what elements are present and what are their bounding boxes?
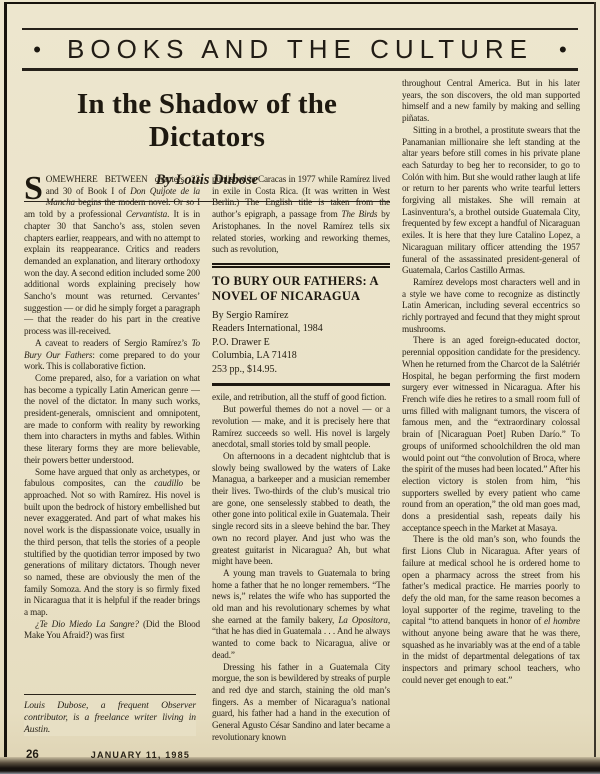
drop-cap: S bbox=[24, 174, 43, 207]
paragraph: A young man travels to Guatemala to bring home a father that he no longer remembers. “The news is,” relates the wife who has supported the old man and his revolutionary schemes by what she earned at the family bakery, La Opositora, “that he has died in Guatemala . . . And he always wanted to come back to Nicaragua, alive or dead.” bbox=[212, 567, 390, 660]
issue-date: JANUARY 11, 1985 bbox=[90, 750, 191, 760]
book-details bbox=[212, 309, 390, 377]
bullet-icon: • bbox=[559, 36, 567, 62]
paragraph: exile, and retribution, all the stuff of good fiction. bbox=[212, 392, 387, 403]
column-3 bbox=[402, 78, 580, 746]
section-header bbox=[22, 30, 578, 68]
page-number: 26 bbox=[26, 749, 39, 761]
scan-edge-top bbox=[4, 2, 595, 4]
book-title: TO BURY OUR FATHERS: A NOVEL OF NICARAGUA bbox=[212, 273, 379, 303]
book-publisher: Readers International, 1984 bbox=[212, 323, 323, 335]
paragraph: A caveat to readers of Sergio Ramírez’s To Bury Our Fathers: come prepared to do your work. This is collaborative fiction. bbox=[24, 337, 200, 372]
scan-edge-left bbox=[4, 2, 7, 758]
section-header-band bbox=[22, 28, 578, 71]
paragraph: There is an aged foreign-educated doctor, perennial opposition candidate for the presidency. When he returned from the Charcot de la Salétriér Hospital, he began performing the first modern surgery ever witnessed in Nicaragua. After his French wife dies he retires to a small room full of urns filled with malignant tumors, the viscera of famous men, and the “extraordinary colossal brain of [Nicaraguan Poet] Ruben Darío.” To groups of uniformed schoolchildren the old man would point out “the convolution of Broca, where the spirit of the muses had been located.” After his election victory is stolen from him, “his supporters swelled by every patient who came round from an operation,” the old man goes mad, dons a presidential sash, repeats daily his acceptance speech in the Market at Masaya. bbox=[402, 335, 580, 533]
book-author: By Sergio Ramírez bbox=[212, 309, 289, 321]
book-info-box bbox=[212, 263, 390, 387]
paragraph: Ramírez develops most characters well and in a style we have come to recognize as distinctly Latin American, including several eccentrics so richly portrayed and fecund that they might sprout mushrooms. bbox=[402, 276, 580, 334]
paragraph: Sitting in a brothel, a prostitute swears that the Panamanian millionaire she left standing at the altar years before still comes in his private plane each Saturday to beg her to reconsider, to go to Colón with him. But she would rather laugh at life or return to her parents who write tearful letters forgiving all mistakes. She will remain at Lasinventura’s, a brothel outside Guatemala City, frequented by few except a handful of Nicaraguan exiles. It is here that they lure Catalino Lopez, a Nicaraguan military officer attending the 1957 funeral of the assassinated president-general of Guatemala, Carlos Castillo Armas. bbox=[402, 124, 580, 276]
paragraph: throughout Central America. But in his later years, the son discovers, the old man supported himself and a new family by making and selling piñatas. bbox=[402, 78, 580, 124]
paragraph: Come prepared, also, for a variation on what has become a typically Latin American genre — the novel of the dictator. In many such works, president-generals, omniscient and omnipotent, are made to conform with reality by reworking them into characters in myths and fables. Within these literary forms they are more believable, their powers better understood. bbox=[24, 372, 200, 465]
paragraph: On afternoons in a decadent nightclub that is slowly being swallowed by the waters of Lake Managua, a barkeeper and a musician remember their lives. Two-thirds of the club’s musical trio are gone, one senselessly stabbed to death, the other gone into political exile in Guatemala. Their single record sits in a sleeve behind the bar. They own no record player. And just who was the greatest guitarist in Nicaragua? Ah, but what might have been. bbox=[212, 450, 390, 567]
column-1 bbox=[24, 174, 200, 690]
lead-paragraph bbox=[24, 174, 200, 338]
book-address-2: Columbia, LA 71418 bbox=[212, 350, 297, 362]
book-price: 253 pp., $14.95. bbox=[212, 363, 277, 375]
paragraph: Some have argued that only as archetypes, or fabulous composites, can the caudillo be approached. Not so with Ramírez. His novel is built upon the bedrock of history embellished but never exaggerated. And part of what makes his novel work is the dispassionate voice, usually in the third person, that tells the stories of a people stultified by the quotidian terror imposed by two generations of military dictators. Though never so named, these are obviously the men of the family Somoza. And the story is so firmly fixed in Nicaragua that it is helpful if the reader brings a map. bbox=[24, 466, 200, 618]
paragraph: Dressing his father in a Guatemala City morgue, the son is bewildered by streaks of purple and red dye and starch, staining the old man’s fingers. As a member of Nicaragua’s national guard, his father had a hand in the execution of General Agusto César Sandino and later became a revolutionary known bbox=[212, 661, 390, 742]
lead-paragraph-text: OMEWHERE BETWEEN chapters 23 and 30 of Book I of Don Quijote de la Mancha begins the modern novel. Or so I am told by a professional Cervantista. It is in chapter 30 that Sancho’s ass, stolen seven chapters earlier, reappears, and with no attempt to explain its reappearance. Critics and readers demanded an explanation, and literary orthodoxy won the day. A second edition included some 200 additional words explaining precisely how Sancho’s mount was returned. Cervantes’ suggestion — or did he simply forget a paragraph — that the reader do his part in the creative process was ill-received. bbox=[24, 174, 200, 337]
column-2 bbox=[212, 174, 390, 746]
bullet-icon: • bbox=[33, 36, 41, 62]
paragraph: There is the old man’s son, who founds the first Lions Club in Nicaragua. After years of failure at medical school he is ordered home to open a pharmacy across the street from his father’s medical practice. He marries poorly to defy the old man, for the same reason becomes a loyal supporter of the regime, traveling to the capital “to attend banquets in honor of el hombre without anyone being aware that he was there, squashed as he invariably was at the end of a table in the midst of departmental delegations of tax inspectors and primary school teachers, who could never get enough to eat.” bbox=[402, 534, 580, 685]
paragraph: published in Caracas in 1977 while Ramírez lived in exile in Costa Rica. (It was written in West Berlin.) The English title is taken from the author’s epigraph, a passage from The Birds by Aristophanes. In the novel Ramírez tells six related stories, working and reworking themes, such as revolution, bbox=[212, 174, 390, 255]
book-address-1: P.O. Drawer E bbox=[212, 336, 270, 348]
article-title: In the Shadow of the Dictators bbox=[76, 88, 338, 153]
paragraph: ¿Te Dio Miedo La Sangre? (Did the Blood Make You Afraid?) was first bbox=[24, 618, 200, 641]
contributor-bio: Louis Dubose, a frequent Observer contributor, is a freelance writer living in Austin. bbox=[24, 694, 196, 736]
byline: By Louis Dubose bbox=[155, 172, 259, 188]
header-rule-bottom bbox=[22, 68, 578, 71]
section-title: BOOKS AND THE CULTURE bbox=[67, 34, 533, 64]
paragraph: But powerful themes do not a novel — or a revolution — make, and it is precisely here that Ramírez succeeds so well. His novel is largely anecdotal, small stories told by small people. bbox=[212, 404, 390, 450]
page-footer bbox=[26, 749, 366, 761]
scan-edge-right bbox=[594, 2, 596, 758]
